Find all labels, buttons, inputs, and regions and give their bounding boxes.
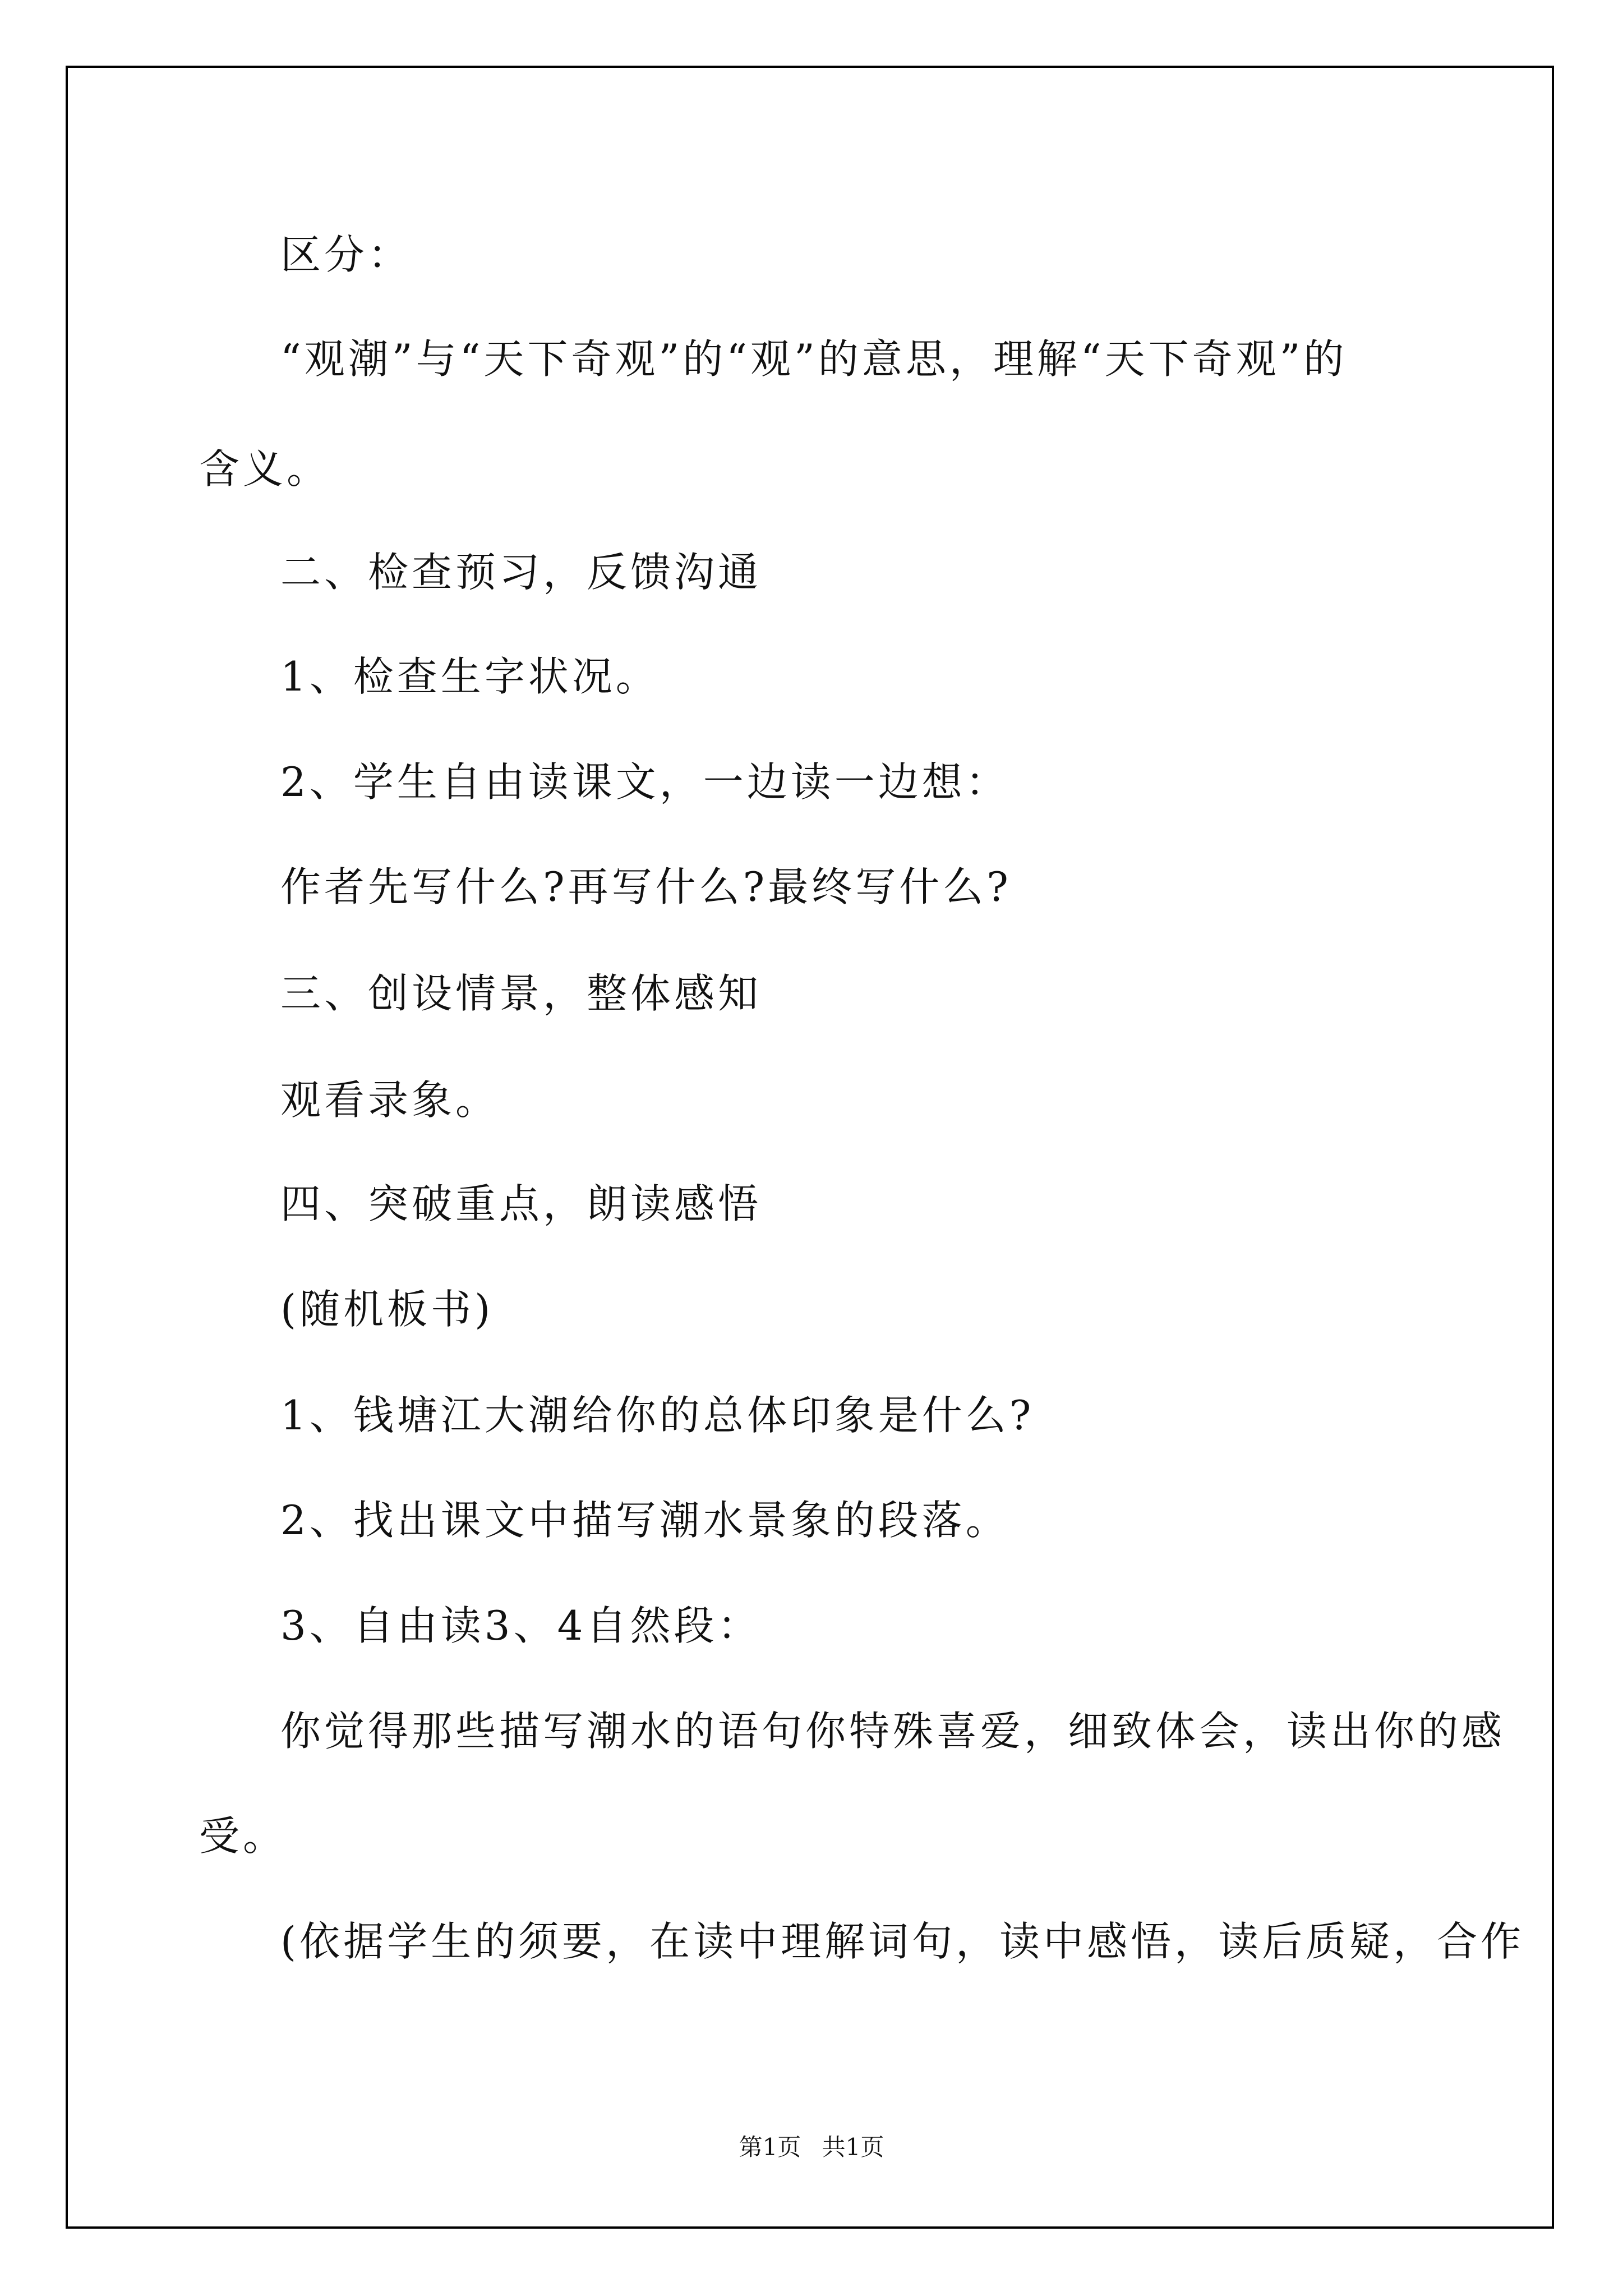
paragraph-line: (依据学生的须要，在读中理解词句，读中感悟，读后质疑，合作: [280, 1918, 1525, 1965]
paragraph-line: 2、学生自由读课文，一边读一边想：: [280, 758, 1009, 806]
paragraph-line: 区分：: [280, 231, 412, 278]
page-footer: [0, 2129, 1623, 2162]
section-heading: 二、检查预习，反馈沟通: [280, 549, 762, 596]
paragraph-line: 观看录象。: [280, 1076, 500, 1124]
page-number: 第1页: [739, 2133, 801, 2161]
paragraph-line: “观潮”与“天下奇观”的“观”的意思，理解“天下奇观”的: [280, 335, 1348, 383]
paragraph-line: 1、钱塘江大潮给你的总体印象是什么?: [280, 1392, 1035, 1439]
paragraph-line: (随机板书): [280, 1286, 494, 1333]
paragraph-line: 2、找出课文中描写潮水景象的段落。: [280, 1497, 1009, 1544]
paragraph-line: 你觉得那些描写潮水的语句你特殊喜爱，细致体会，读出你的感: [280, 1708, 1506, 1755]
page-border: [66, 66, 1554, 2229]
paragraph-line: 含义。: [199, 445, 331, 493]
paragraph-line: 受。: [199, 1812, 287, 1860]
paragraph-line: 作者先写什么?再写什么?最终写什么?: [280, 863, 1012, 910]
section-heading: 三、创设情景，整体感知: [280, 970, 762, 1017]
paragraph-line: 1、检查生字状况。: [280, 653, 660, 700]
section-heading: 四、突破重点，朗读感悟: [280, 1180, 762, 1227]
paragraph-line: 3、自由读3、4自然段：: [280, 1602, 762, 1649]
page-total: 共1页: [822, 2133, 884, 2161]
